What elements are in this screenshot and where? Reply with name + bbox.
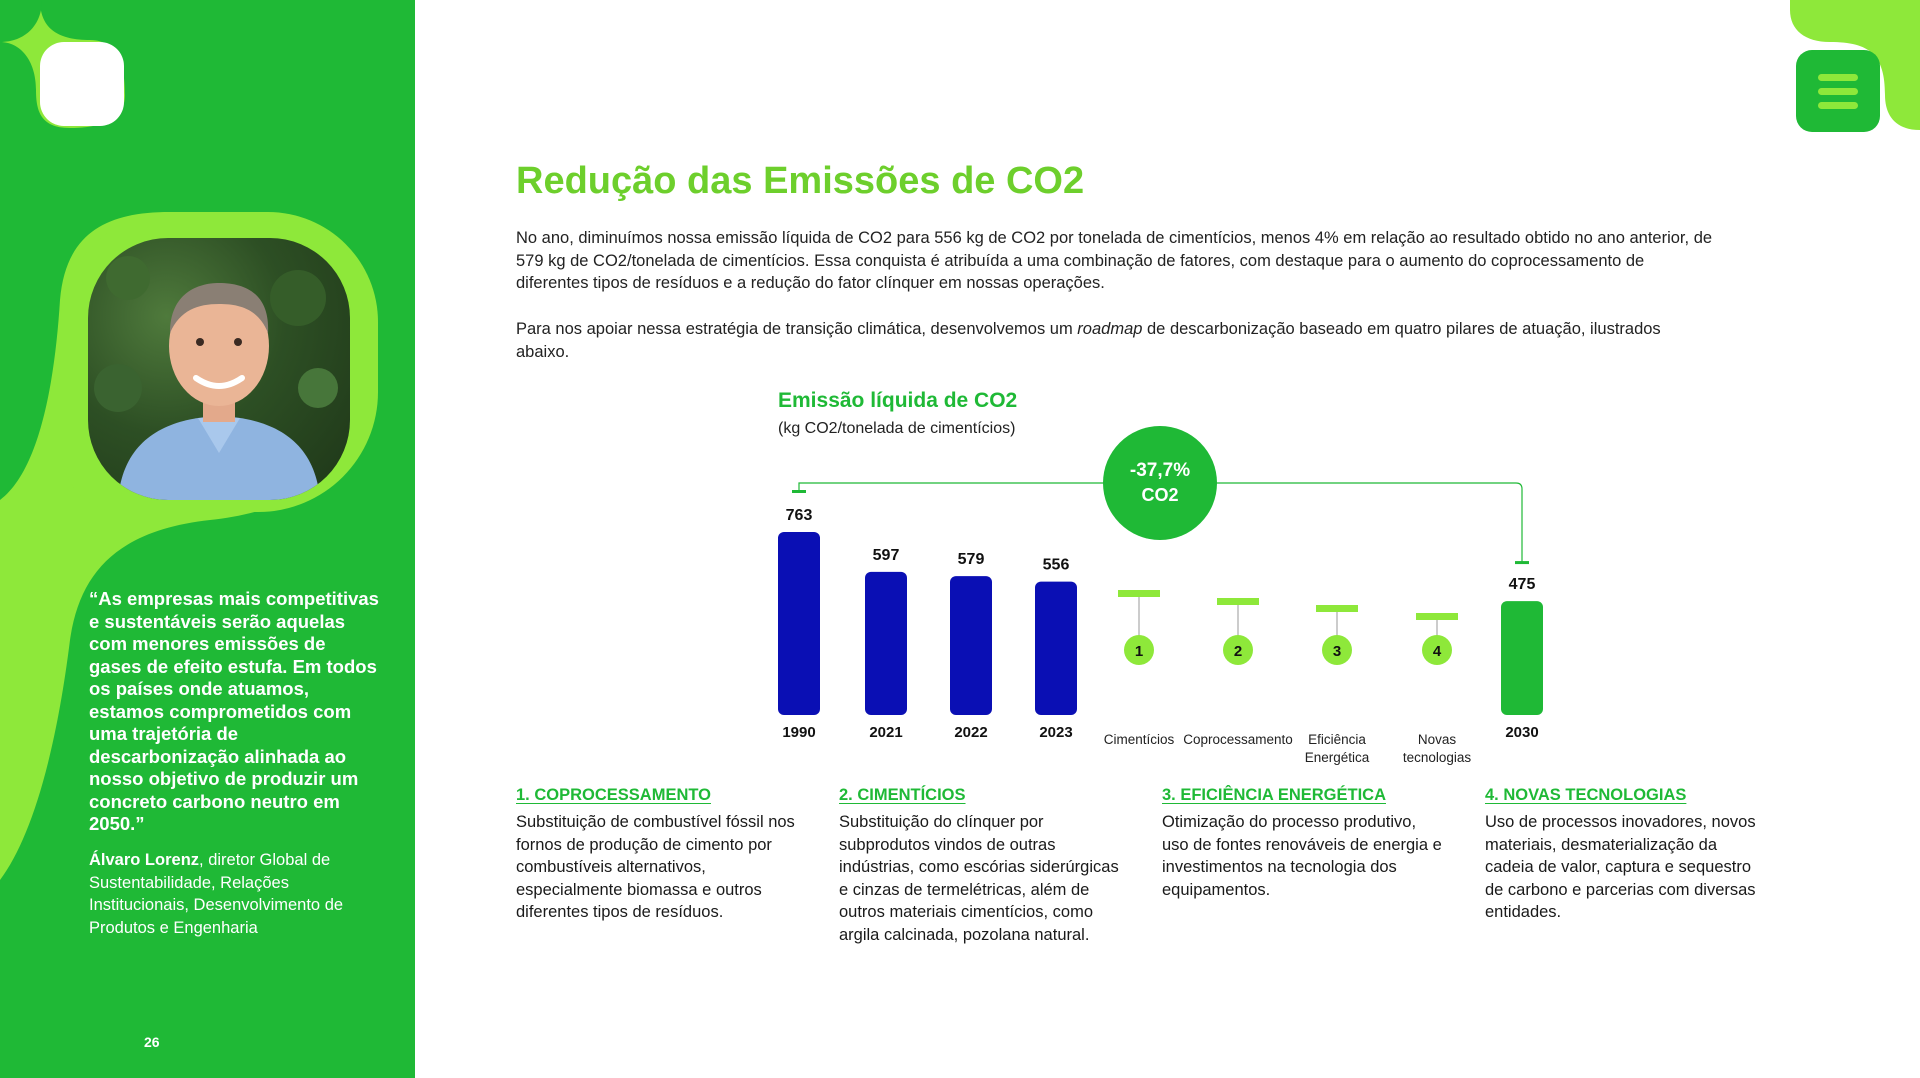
tick-label-2030: 2030	[1505, 724, 1539, 741]
quote-author	[89, 849, 379, 939]
pillar-label-3-line2: Energética	[1304, 750, 1370, 765]
tick-label-2022: 2022	[954, 724, 988, 741]
bar-1990	[778, 532, 820, 715]
data-label-2021: 597	[872, 546, 900, 564]
tick-label-2023: 2023	[1039, 724, 1073, 741]
menu-button[interactable]	[1796, 50, 1880, 132]
pillar-heading: 4. NOVAS TECNOLOGIAS	[1485, 786, 1687, 804]
bar-2023	[1035, 582, 1077, 715]
tick-label-2021: 2021	[869, 724, 903, 741]
bar-2022	[950, 576, 992, 715]
emissions-chart	[760, 420, 1580, 770]
reduction-badge	[1103, 426, 1217, 540]
page-number: 26	[144, 1034, 160, 1050]
bar-2021	[865, 572, 907, 715]
pillar-heading: 1. COPROCESSAMENTO	[516, 786, 711, 804]
roadmap-emphasis: roadmap	[1077, 320, 1143, 338]
pillar-label-2: Coprocessamento	[1183, 732, 1293, 747]
sidebar-quote: “As empresas mais competitivas e sustentáveis serão aquelas com menores emissões de gases de efeito estufa. Em todos os países onde atuamos, estamos comprometidos com uma trajetória de descarbonização alinhada ao nosso objetivo de produzir um concreto carbono neutro em 2050.”	[89, 588, 379, 834]
pillar-text: Substituição do clínquer por subprodutos vindos de outras indústrias, como escórias siderúrgicas e cinzas de termelétricas, além de outros materiais cimentícios, como argila calcinada, pozolana natural.	[839, 813, 1119, 944]
pillar-label-1: Cimentícios	[1103, 732, 1175, 747]
intro-paragraph: No ano, diminuímos nossa emissão líquida de CO2 para 556 kg de CO2 por tonelada de cimentícios, menos 4% em relação ao resultado obtido no ano anterior, de 579 kg de CO2/tonelada de cimentícios. Essa conquista é atribuída a uma combinação de fatores, com destaque para o aumento do coprocessamento de diferentes tipos de resíduos e a redução do fator clínquer em nossas operações.	[516, 229, 1713, 292]
reduction-percent: -37,7%	[1129, 460, 1191, 481]
pillar-text: Uso de processos inovadores, novos materiais, desmaterialização da cadeia de valor, captura e sequestro de carbono e parcerias com diversas entidades.	[1485, 813, 1756, 921]
pillar-number-2: 2	[1233, 643, 1243, 660]
data-label-2023: 556	[1042, 556, 1070, 574]
pillar-bar-3	[1316, 605, 1358, 612]
roadmap-text-end: de descarbonização baseado em quatro pilares de atuação, ilustrados abaixo.	[516, 320, 1661, 361]
pillar-text: Substituição de combustível fóssil nos fornos de produção de cimento por combustíveis alternativos, especialmente biomassa e outros diferentes tipos de resíduos.	[516, 813, 795, 921]
bar-target-2030	[1501, 601, 1543, 715]
roadmap-text-start: Para nos apoiar nessa estratégia de transição climática, desenvolvemos um	[516, 320, 1078, 338]
pillar-label-4-line2: tecnologias	[1402, 750, 1472, 765]
chart-subtitle: (kg CO2/tonelada de cimentícios)	[778, 420, 1016, 437]
pillar-label-3-line1: Eficiência	[1308, 732, 1366, 747]
pillar-number-4: 4	[1432, 643, 1442, 660]
pillar-bar-2	[1217, 598, 1259, 605]
data-label-1990: 763	[785, 507, 813, 524]
pillar-heading: 2. CIMENTÍCIOS	[839, 786, 966, 804]
pillar-new-technologies	[1485, 786, 1767, 924]
author-name: Álvaro Lorenz	[89, 851, 200, 869]
tick-label-1990: 1990	[782, 724, 816, 741]
pillar-cementitious	[839, 786, 1121, 946]
pillar-energy-efficiency	[1162, 786, 1444, 901]
author-role: , diretor Global de Sustentabilidade, Relações Institucionais, Desenvolvimento de Produtos e Engenharia	[89, 851, 344, 937]
chart-title: Emissão líquida de CO2	[778, 389, 1018, 412]
pillar-number-3: 3	[1332, 643, 1342, 660]
data-label-2022: 579	[957, 551, 985, 569]
pillar-text: Otimização do processo produtivo, uso de fontes renováveis de energia e investimentos na tecnologia dos equipamentos.	[1162, 813, 1442, 899]
portrait-photo	[88, 238, 350, 500]
reduction-label: CO2	[1141, 485, 1179, 505]
roadmap-paragraph	[516, 318, 1716, 363]
pillar-heading: 3. EFICIÊNCIA ENERGÉTICA	[1162, 786, 1386, 804]
pillar-bar-1	[1118, 590, 1160, 597]
bracket-end-2030	[1515, 561, 1529, 564]
bracket-end-1990	[792, 490, 806, 493]
pillar-number-1: 1	[1134, 643, 1144, 660]
data-label-2030: 475	[1508, 576, 1536, 594]
pillar-coprocessing	[516, 786, 798, 924]
page-title: Redução das Emissões de CO2	[516, 160, 1085, 202]
pillar-bar-4	[1416, 613, 1458, 620]
sidebar	[0, 0, 415, 1078]
pillar-label-4-line1: Novas	[1417, 732, 1457, 747]
